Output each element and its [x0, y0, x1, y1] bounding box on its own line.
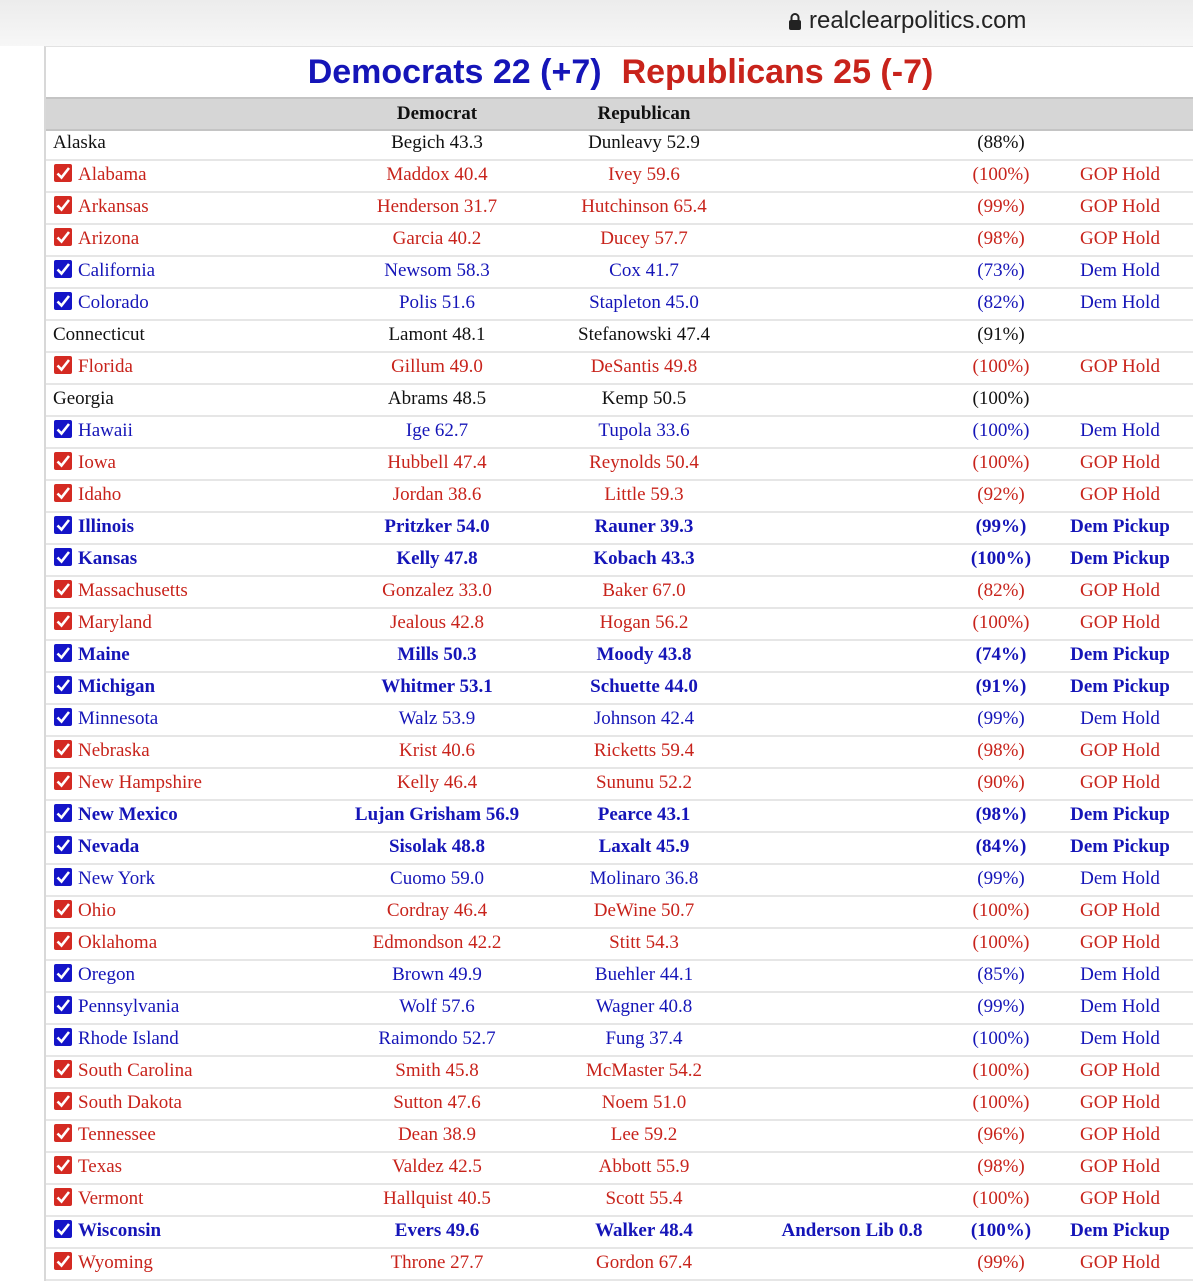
- democrat-candidate: Henderson 31.7: [376, 196, 498, 217]
- table-row: [46, 1089, 1193, 1121]
- table-row: [46, 609, 1193, 641]
- democrat-candidate: Mills 50.3: [397, 644, 477, 665]
- percent-reporting: (96%): [977, 1124, 1025, 1145]
- checkbox-icon: [54, 580, 72, 598]
- table-row: [46, 449, 1193, 481]
- democrat-candidate: Whitmer 53.1: [381, 676, 493, 697]
- republican-candidate: DeWine 50.7: [593, 900, 695, 921]
- table-row: [46, 577, 1193, 609]
- checkbox-icon: [54, 1092, 72, 1110]
- checkbox-icon: [54, 836, 72, 854]
- democrat-candidate: Walz 53.9: [398, 708, 476, 729]
- table-row: [46, 161, 1193, 193]
- table-row: [46, 641, 1193, 673]
- republican-candidate: Noem 51.0: [601, 1092, 687, 1113]
- democrat-candidate: Dean 38.9: [397, 1124, 477, 1145]
- state-name: Alaska: [53, 132, 106, 153]
- state-name: Oklahoma: [78, 932, 158, 953]
- race-result: GOP Hold: [1079, 740, 1161, 761]
- republican-candidate: Stapleton 45.0: [589, 292, 699, 313]
- table-row: [46, 1249, 1193, 1281]
- democrat-candidate: Cuomo 59.0: [390, 868, 484, 889]
- percent-reporting: (100%): [972, 420, 1030, 441]
- checkbox-icon: [54, 644, 72, 662]
- percent-reporting: (100%): [972, 1028, 1030, 1049]
- democrat-candidate: Throne 27.7: [390, 1252, 484, 1273]
- state-name: Texas: [78, 1156, 123, 1177]
- state-name: New York: [78, 868, 156, 889]
- state-name: Kansas: [78, 548, 138, 569]
- results-panel: [44, 46, 1193, 1281]
- republican-candidate: Sununu 52.2: [595, 772, 693, 793]
- race-result: GOP Hold: [1079, 228, 1161, 249]
- republican-candidate: Baker 67.0: [602, 580, 686, 601]
- url-display[interactable]: [788, 6, 1026, 36]
- checkbox-icon: [54, 996, 72, 1014]
- percent-reporting: (82%): [977, 292, 1025, 313]
- state-name: South Carolina: [78, 1060, 193, 1081]
- results-table-body: [46, 129, 1193, 1281]
- table-row: [46, 513, 1193, 545]
- table-row: [46, 705, 1193, 737]
- percent-reporting: (73%): [977, 260, 1025, 281]
- table-row: [46, 929, 1193, 961]
- state-name: Michigan: [78, 676, 156, 697]
- democrat-candidate: Polis 51.6: [398, 292, 476, 313]
- democrat-candidate: Jealous 42.8: [390, 612, 484, 633]
- republican-candidate: McMaster 54.2: [585, 1060, 703, 1081]
- democrat-candidate: Newsom 58.3: [384, 260, 490, 281]
- democrat-candidate: Krist 40.6: [399, 740, 475, 761]
- state-name: New Mexico: [78, 804, 178, 825]
- republican-candidate: Stefanowski 47.4: [578, 324, 710, 345]
- table-row: [46, 289, 1193, 321]
- republican-candidate: Ducey 57.7: [600, 228, 688, 249]
- democrat-candidate: Edmondson 42.2: [372, 932, 502, 953]
- republican-candidate: Cox 41.7: [609, 260, 679, 281]
- lock-icon: [788, 12, 802, 31]
- table-row: [46, 673, 1193, 705]
- percent-reporting: (100%): [972, 164, 1030, 185]
- republican-candidate: Scott 55.4: [605, 1188, 683, 1209]
- race-result: Dem Pickup: [1070, 548, 1170, 569]
- race-result: GOP Hold: [1079, 452, 1161, 473]
- race-result: GOP Hold: [1079, 1156, 1161, 1177]
- table-row: [46, 833, 1193, 865]
- republican-candidate: Molinaro 36.8: [589, 868, 699, 889]
- table-row: [46, 961, 1193, 993]
- percent-reporting: (91%): [977, 324, 1025, 345]
- table-row: [46, 737, 1193, 769]
- table-row: [46, 1185, 1193, 1217]
- democrat-candidate: Lujan Grisham 56.9: [354, 804, 520, 825]
- republican-candidate: Dunleavy 52.9: [588, 132, 700, 153]
- race-result: GOP Hold: [1079, 1060, 1161, 1081]
- checkbox-icon: [54, 1188, 72, 1206]
- race-result: GOP Hold: [1079, 484, 1161, 505]
- other-candidate: Anderson Lib 0.8: [781, 1220, 923, 1241]
- checkbox-icon: [54, 1156, 72, 1174]
- democrat-candidate: Jordan 38.6: [392, 484, 482, 505]
- race-result: GOP Hold: [1079, 1252, 1161, 1273]
- state-name: Ohio: [78, 900, 116, 921]
- table-row: [46, 865, 1193, 897]
- state-name: Wisconsin: [78, 1220, 162, 1241]
- race-result: Dem Hold: [1080, 420, 1160, 441]
- republican-candidate: Little 59.3: [604, 484, 684, 505]
- democrat-candidate: Lamont 48.1: [388, 324, 486, 345]
- checkbox-icon: [54, 932, 72, 950]
- republican-candidate: Lee 59.2: [610, 1124, 678, 1145]
- republican-candidate: Kemp 50.5: [601, 388, 687, 409]
- table-row: [46, 897, 1193, 929]
- percent-reporting: (99%): [977, 868, 1025, 889]
- percent-reporting: (99%): [977, 196, 1025, 217]
- race-result: Dem Pickup: [1070, 516, 1170, 537]
- democrat-candidate: Evers 49.6: [394, 1220, 480, 1241]
- percent-reporting: (98%): [975, 804, 1027, 825]
- race-result: Dem Hold: [1080, 964, 1160, 985]
- state-name: Oregon: [78, 964, 135, 985]
- democrat-candidate: Gillum 49.0: [391, 356, 483, 377]
- table-row: [46, 993, 1193, 1025]
- checkbox-icon: [54, 1028, 72, 1046]
- url-text: realclearpolitics.com: [809, 7, 1027, 34]
- state-name: South Dakota: [78, 1092, 182, 1113]
- percent-reporting: (100%): [972, 1092, 1030, 1113]
- republican-candidate: Fung 37.4: [605, 1028, 683, 1049]
- percent-reporting: (100%): [972, 452, 1030, 473]
- republican-candidate: Wagner 40.8: [595, 996, 693, 1017]
- checkbox-icon: [54, 740, 72, 758]
- democrat-candidate: Valdez 42.5: [392, 1156, 482, 1177]
- percent-reporting: (98%): [977, 740, 1025, 761]
- race-result: Dem Pickup: [1070, 804, 1170, 825]
- democrat-candidate: Abrams 48.5: [387, 388, 487, 409]
- table-header: [46, 97, 1193, 131]
- table-row: [46, 1217, 1193, 1249]
- state-name: Maryland: [78, 612, 152, 633]
- republican-candidate: Moody 43.8: [596, 644, 692, 665]
- democrat-candidate: Kelly 47.8: [396, 548, 478, 569]
- race-result: GOP Hold: [1079, 580, 1161, 601]
- race-result: Dem Hold: [1080, 260, 1160, 281]
- state-name: Tennessee: [78, 1124, 156, 1145]
- percent-reporting: (99%): [977, 1252, 1025, 1273]
- percent-reporting: (99%): [977, 708, 1025, 729]
- democrat-candidate: Pritzker 54.0: [384, 516, 490, 537]
- republican-candidate: Hogan 56.2: [599, 612, 689, 633]
- race-result: GOP Hold: [1079, 164, 1161, 185]
- state-name: Nebraska: [78, 740, 150, 761]
- checkbox-icon: [54, 516, 72, 534]
- checkbox-icon: [54, 420, 72, 438]
- state-name: Massachusetts: [78, 580, 188, 601]
- table-row: [46, 257, 1193, 289]
- democrat-candidate: Maddox 40.4: [386, 164, 488, 185]
- republican-candidate: Schuette 44.0: [590, 676, 698, 697]
- democrat-candidate: Hubbell 47.4: [387, 452, 487, 473]
- table-row: [46, 353, 1193, 385]
- percent-reporting: (84%): [975, 836, 1027, 857]
- percent-reporting: (92%): [977, 484, 1025, 505]
- republican-candidate: Walker 48.4: [595, 1220, 693, 1241]
- percent-reporting: (100%): [972, 356, 1030, 377]
- race-result: Dem Hold: [1080, 996, 1160, 1017]
- seat-totals-headline: [46, 47, 1193, 97]
- democrat-candidate: Ige 62.7: [405, 420, 469, 441]
- republican-candidate: Kobach 43.3: [593, 548, 695, 569]
- table-row: [46, 1153, 1193, 1185]
- state-name: Maine: [78, 644, 130, 665]
- democrat-candidate: Sutton 47.6: [393, 1092, 481, 1113]
- percent-reporting: (100%): [970, 548, 1032, 569]
- race-result: Dem Hold: [1080, 292, 1160, 313]
- republican-candidate: Rauner 39.3: [594, 516, 694, 537]
- state-name: Colorado: [78, 292, 149, 313]
- state-name: Connecticut: [53, 324, 145, 345]
- race-result: Dem Hold: [1080, 708, 1160, 729]
- democrat-candidate: Garcia 40.2: [392, 228, 482, 249]
- republican-candidate: Abbott 55.9: [598, 1156, 690, 1177]
- checkbox-icon: [54, 676, 72, 694]
- checkbox-icon: [54, 452, 72, 470]
- percent-reporting: (100%): [970, 1220, 1032, 1241]
- republican-candidate: DeSantis 49.8: [590, 356, 698, 377]
- percent-reporting: (85%): [977, 964, 1025, 985]
- republican-candidate: Buehler 44.1: [594, 964, 694, 985]
- table-row: [46, 321, 1193, 353]
- checkbox-icon: [54, 548, 72, 566]
- republican-candidate: Stitt 54.3: [609, 932, 679, 953]
- percent-reporting: (100%): [972, 932, 1030, 953]
- table-row: [46, 545, 1193, 577]
- state-name: Iowa: [78, 452, 116, 473]
- state-name: Georgia: [53, 388, 114, 409]
- percent-reporting: (99%): [975, 516, 1027, 537]
- percent-reporting: (90%): [977, 772, 1025, 793]
- checkbox-icon: [54, 1252, 72, 1270]
- checkbox-icon: [54, 356, 72, 374]
- republican-candidate: Tupola 33.6: [598, 420, 690, 441]
- checkbox-icon: [54, 1124, 72, 1142]
- table-row: [46, 385, 1193, 417]
- democrat-candidate: Smith 45.8: [395, 1060, 479, 1081]
- race-result: GOP Hold: [1079, 612, 1161, 633]
- percent-reporting: (100%): [972, 1060, 1030, 1081]
- democrat-candidate: Sisolak 48.8: [388, 836, 486, 857]
- republican-candidate: Pearce 43.1: [597, 804, 691, 825]
- percent-reporting: (98%): [977, 1156, 1025, 1177]
- checkbox-icon: [54, 292, 72, 310]
- republican-candidate: Reynolds 50.4: [589, 452, 699, 473]
- percent-reporting: (100%): [972, 388, 1030, 409]
- republican-candidate: Ivey 59.6: [608, 164, 680, 185]
- table-row: [46, 1025, 1193, 1057]
- republicans-total: Republicans 25 (-7): [621, 52, 934, 91]
- race-result: GOP Hold: [1079, 1124, 1161, 1145]
- percent-reporting: (74%): [975, 644, 1027, 665]
- checkbox-icon: [54, 196, 72, 214]
- race-result: Dem Hold: [1080, 1028, 1160, 1049]
- checkbox-icon: [54, 900, 72, 918]
- race-result: GOP Hold: [1079, 900, 1161, 921]
- democrat-candidate: Kelly 46.4: [396, 772, 478, 793]
- table-row: [46, 481, 1193, 513]
- column-header-republican: Republican: [597, 103, 691, 124]
- checkbox-icon: [54, 612, 72, 630]
- percent-reporting: (98%): [977, 228, 1025, 249]
- state-name: Vermont: [78, 1188, 144, 1209]
- state-name: California: [78, 260, 156, 281]
- checkbox-icon: [54, 260, 72, 278]
- race-result: GOP Hold: [1079, 772, 1161, 793]
- race-result: GOP Hold: [1079, 932, 1161, 953]
- table-row: [46, 1057, 1193, 1089]
- democrat-candidate: Wolf 57.6: [399, 996, 475, 1017]
- checkbox-icon: [54, 708, 72, 726]
- state-name: Idaho: [78, 484, 122, 505]
- state-name: Minnesota: [78, 708, 159, 729]
- table-row: [46, 225, 1193, 257]
- percent-reporting: (99%): [977, 996, 1025, 1017]
- democrat-candidate: Cordray 46.4: [386, 900, 488, 921]
- checkbox-icon: [54, 228, 72, 246]
- checkbox-icon: [54, 804, 72, 822]
- democrat-candidate: Raimondo 52.7: [378, 1028, 496, 1049]
- checkbox-icon: [54, 964, 72, 982]
- republican-candidate: Johnson 42.4: [593, 708, 695, 729]
- democrat-candidate: Hallquist 40.5: [383, 1188, 491, 1209]
- republican-candidate: Hutchinson 65.4: [581, 196, 707, 217]
- checkbox-icon: [54, 484, 72, 502]
- state-name: Pennsylvania: [78, 996, 180, 1017]
- state-name: Nevada: [78, 836, 140, 857]
- democrat-candidate: Begich 43.3: [391, 132, 483, 153]
- checkbox-icon: [54, 772, 72, 790]
- state-name: New Hampshire: [78, 772, 202, 793]
- percent-reporting: (82%): [977, 580, 1025, 601]
- state-name: Hawaii: [78, 420, 133, 441]
- race-result: GOP Hold: [1079, 196, 1161, 217]
- table-row: [46, 193, 1193, 225]
- table-row: [46, 1121, 1193, 1153]
- checkbox-icon: [54, 868, 72, 886]
- race-result: Dem Hold: [1080, 868, 1160, 889]
- state-name: Alabama: [78, 164, 147, 185]
- race-result: Dem Pickup: [1070, 836, 1170, 857]
- percent-reporting: (88%): [977, 132, 1025, 153]
- checkbox-icon: [54, 1220, 72, 1238]
- percent-reporting: (100%): [972, 1188, 1030, 1209]
- table-row: [46, 801, 1193, 833]
- democrat-candidate: Gonzalez 33.0: [382, 580, 492, 601]
- state-name: Florida: [78, 356, 133, 377]
- republican-candidate: Laxalt 45.9: [598, 836, 690, 857]
- checkbox-icon: [54, 164, 72, 182]
- table-row: [46, 417, 1193, 449]
- republican-candidate: Gordon 67.4: [595, 1252, 693, 1273]
- state-name: Wyoming: [78, 1252, 153, 1273]
- state-name: Illinois: [78, 516, 134, 537]
- percent-reporting: (100%): [972, 612, 1030, 633]
- race-result: GOP Hold: [1079, 1188, 1161, 1209]
- republican-candidate: Ricketts 59.4: [593, 740, 695, 761]
- percent-reporting: (100%): [972, 900, 1030, 921]
- browser-address-bar[interactable]: [0, 0, 1193, 46]
- table-row: [46, 769, 1193, 801]
- race-result: Dem Pickup: [1070, 676, 1170, 697]
- percent-reporting: (91%): [975, 676, 1027, 697]
- column-header-democrat: Democrat: [396, 103, 478, 124]
- checkbox-icon: [54, 1060, 72, 1078]
- race-result: Dem Pickup: [1070, 1220, 1170, 1241]
- state-name: Arkansas: [78, 196, 149, 217]
- state-name: Rhode Island: [78, 1028, 179, 1049]
- race-result: GOP Hold: [1079, 356, 1161, 377]
- state-name: Arizona: [78, 228, 140, 249]
- table-row: [46, 129, 1193, 161]
- democrat-candidate: Brown 49.9: [392, 964, 482, 985]
- race-result: Dem Pickup: [1070, 644, 1170, 665]
- race-result: GOP Hold: [1079, 1092, 1161, 1113]
- democrats-total: Democrats 22 (+7): [307, 52, 602, 91]
